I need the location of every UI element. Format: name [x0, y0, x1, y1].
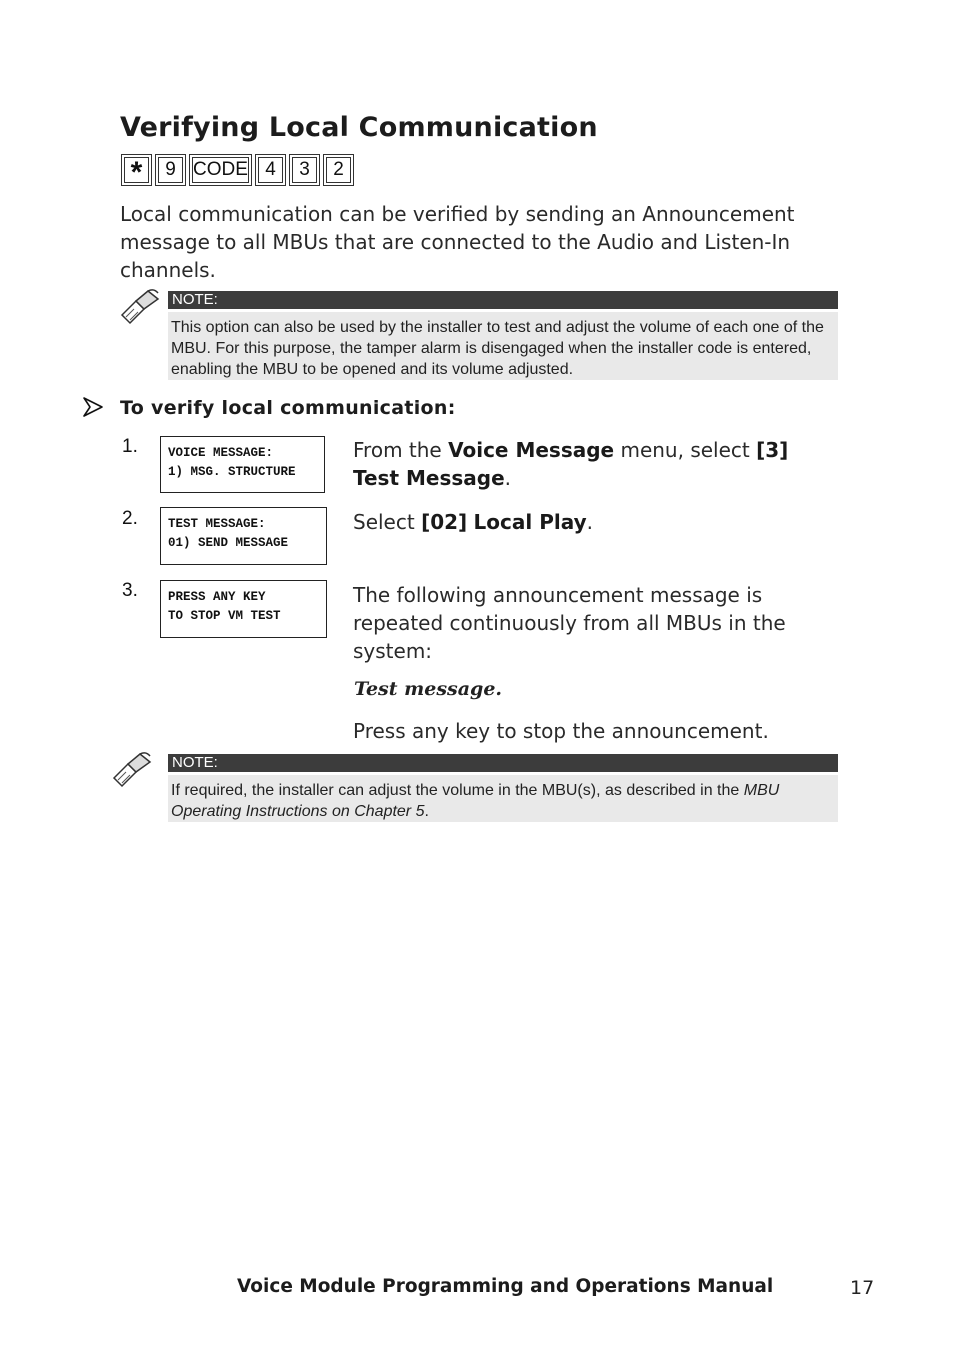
lcd-display	[160, 436, 325, 493]
option-code: [02]	[421, 510, 468, 534]
option-name: Local Play	[473, 510, 587, 534]
key-code: CODE	[189, 154, 252, 186]
lcd-line: VOICE MESSAGE:	[168, 446, 274, 460]
step-instruction: The following announcement message is repeated continuously from all MBUs in the system:	[353, 583, 786, 663]
key-star: *	[121, 154, 152, 186]
example-message: Test message.	[354, 678, 503, 700]
note-pen-icon	[110, 750, 154, 790]
lcd-display	[160, 507, 327, 565]
step-instruction-after: Press any key to stop the announcement.	[353, 719, 769, 743]
note-body: This option can also be used by the installer to test and adjust the volume of each one of the MBU. For this purpose, the tamper alarm is disengaged when the installer code is entered, enabling the MBU to be opened and its volume adjusted.	[168, 312, 838, 380]
reference-title: MBU Operating Instructions on Chapter 5	[171, 782, 780, 820]
step-number: 3.	[122, 580, 138, 601]
step-number: 2.	[122, 508, 138, 529]
note-body: If required, the installer can adjust the volume in the MBU(s), as described in the MBU Operating Instructions on Chapter 5.	[168, 775, 838, 822]
lcd-line: TEST MESSAGE:	[168, 517, 266, 531]
key-9: 9	[155, 154, 186, 186]
lcd-line: 1) MSG. STRUCTURE	[168, 465, 296, 479]
note-pen-icon	[118, 287, 162, 327]
note-header: NOTE:	[168, 754, 838, 772]
key-3: 3	[289, 154, 320, 186]
menu-name: Voice Message	[448, 438, 615, 462]
lcd-line: 01) SEND MESSAGE	[168, 536, 289, 550]
page-title: Verifying Local Communication	[120, 112, 598, 143]
lcd-display	[160, 580, 327, 638]
step-instruction: From the Voice Message menu, select [3] Test Message.	[353, 438, 789, 490]
lcd-line: PRESS ANY KEY	[168, 590, 266, 604]
option-code: [3]	[756, 438, 789, 462]
option-name: Test Message	[353, 466, 505, 490]
page-number: 17	[850, 1277, 875, 1299]
arrow-bullet-icon	[82, 396, 104, 418]
procedure-title: To verify local communication:	[120, 397, 456, 419]
intro-paragraph: Local communication can be verified by sending an Announcement message to all MBUs that are connected to the Audio and Listen-In channels.	[120, 202, 795, 282]
lcd-line: TO STOP VM TEST	[168, 609, 281, 623]
key-4: 4	[255, 154, 286, 186]
key-2: 2	[323, 154, 354, 186]
key-sequence	[121, 154, 357, 189]
note-header: NOTE:	[168, 291, 838, 309]
step-instruction: Select [02] Local Play.	[353, 510, 593, 534]
step-number: 1.	[122, 436, 138, 457]
footer-title: Voice Module Programming and Operations Manual	[237, 1276, 774, 1297]
